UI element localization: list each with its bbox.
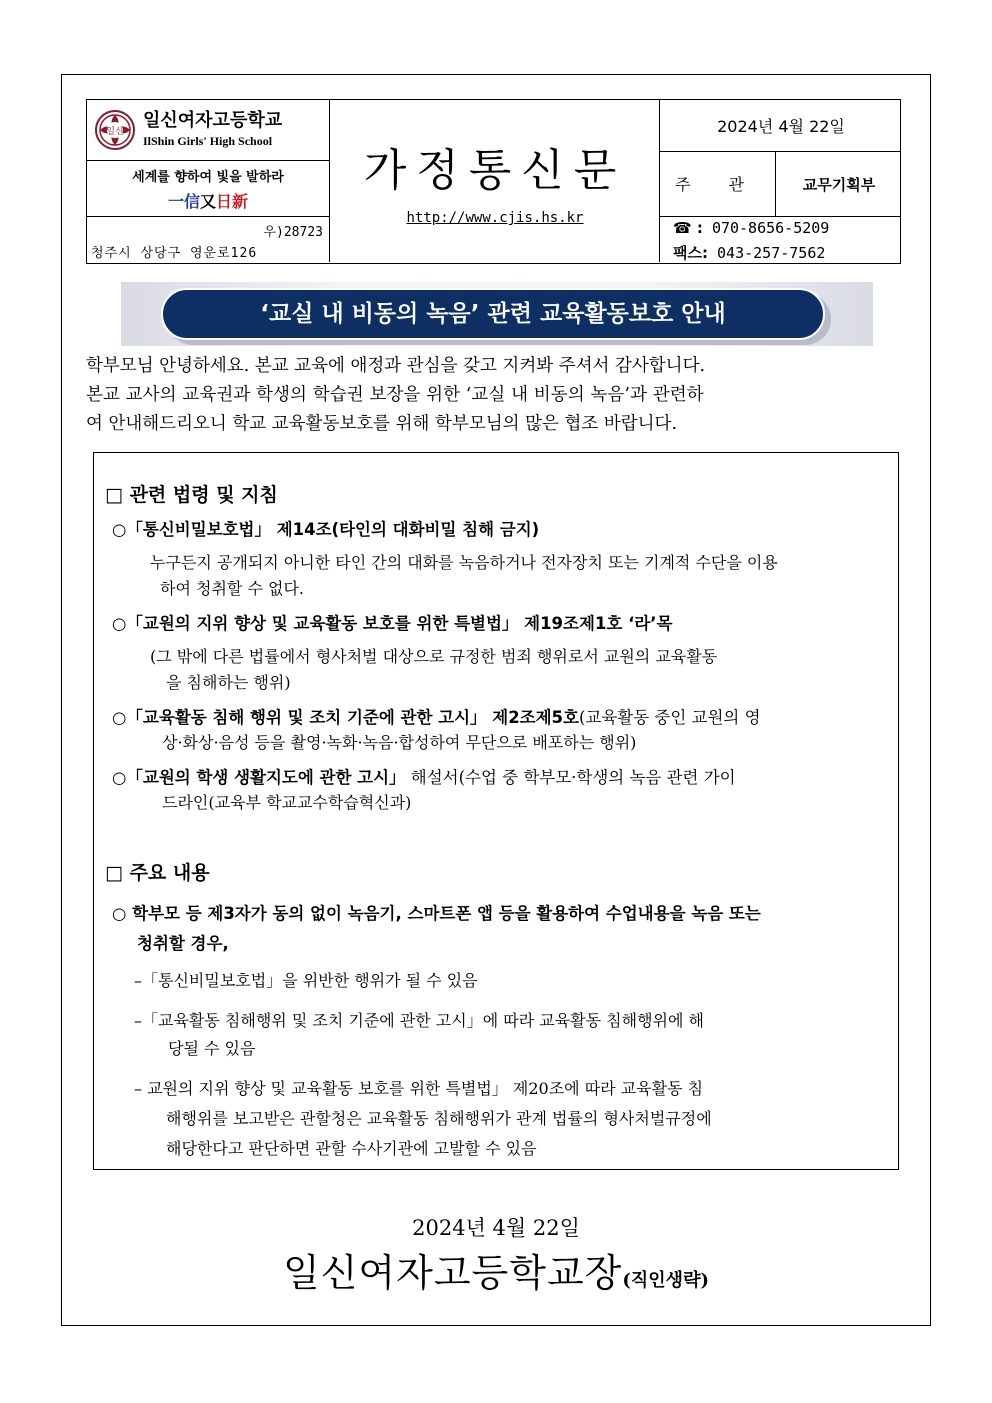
bullet-item: – 교원의 지위 향상 및 교육활동 보호를 위한 특별법」 제20조에 따라 교육활동 침 — [134, 1079, 704, 1098]
law-item-desc: 상·화상·음성 등을 촬영·녹화·녹음·합성하여 무단으로 배포하는 행위) — [162, 733, 637, 752]
law-item-title: ○「통신비밀보호법」 제14조(타인의 대화비밀 침해 금지) — [112, 520, 540, 539]
section-heading: □ 관련 법령 및 지침 — [105, 484, 278, 506]
law-item-desc: 을 침해하는 행위) — [166, 673, 291, 692]
law-item-title: ○「교원의 학생 생활지도에 관한 고시」 해설서(수업 중 학부모·학생의 녹음 관련 가이 — [112, 768, 736, 787]
law-item-desc: 드라인(교육부 학교교수학습혁신과) — [162, 793, 412, 812]
bullet-item: 해당한다고 판단하면 관할 수사기관에 고발할 수 있음 — [166, 1139, 537, 1158]
school-name-en: IlShin Girls' High School — [143, 134, 273, 148]
intro-paragraph — [86, 352, 908, 439]
issue-date: 2024년 4월 22일 — [717, 117, 845, 136]
phone-number: ☎ : 070-8656-5209 — [673, 219, 830, 237]
law-item-desc: (그 밖에 다른 법률에서 형사처벌 대상으로 규정한 범죄 행위로서 교원의 교육활동 — [150, 647, 718, 666]
law-item-title: ○「교원의 지위 향상 및 교육활동 보호를 위한 특별법」 제19조제1호 ‘라’목 — [112, 614, 673, 633]
footer-date: 2024년 4월 22일 — [412, 1216, 580, 1240]
intro-line: 본교 교사의 교육권과 학생의 학습권 보장을 위한 ‘교실 내 비동의 녹음’과 관련하 — [86, 385, 704, 405]
school-url[interactable]: http://www.cjis.hs.kr — [406, 210, 584, 226]
law-item-title: ○「교육활동 침해 행위 및 조치 기준에 관한 고시」 제2조제5호(교육활동 중인 교원의 영 — [112, 708, 761, 727]
section-heading: □ 주요 내용 — [105, 862, 210, 884]
school-motto: 세계를 향하여 빛을 발하라 — [132, 170, 284, 185]
bullet-item: –「교육활동 침해행위 및 조치 기준에 관한 고시」에 따라 교육활동 침해행위에 해 — [134, 1011, 704, 1030]
host-label: 주관 — [675, 175, 782, 194]
school-address: 청주시 상당구 영운로126 — [91, 246, 258, 261]
intro-line: 학부모님 안녕하세요. 본교 교육에 애정과 관심을 갖고 지켜봐 주셔서 감사합니다. — [86, 356, 706, 376]
host-department: 교무기획부 — [802, 176, 876, 194]
law-item-desc: 하여 청취할 수 없다. — [160, 579, 304, 598]
bullet-item: –「통신비밀보호법」을 위반한 행위가 될 수 있음 — [134, 971, 478, 990]
school-motto-hanja: 一信又日新 — [167, 192, 249, 211]
main-content-item: ○ 학부모 등 제3자가 동의 없이 녹음기, 스마트폰 앱 등을 활용하여 수업내용을 녹음 또는 — [112, 904, 761, 923]
intro-line: 여 안내해드리오니 학교 교육활동보호를 위해 학부모님의 많은 협조 바랍니다. — [86, 414, 678, 434]
svg-text:일신: 일신 — [106, 127, 124, 137]
footer-signer: 일신여자고등학교장(직인생략) — [283, 1251, 709, 1295]
postal-code: 우)28723 — [263, 225, 323, 240]
school-name-kr: 일신여자고등학교 — [143, 110, 283, 131]
bullet-item: 당될 수 있음 — [168, 1039, 256, 1058]
school-emblem-icon — [95, 110, 135, 150]
document-title: 가정통신문 — [363, 145, 627, 196]
bullet-item: 해행위를 보고받은 관할청은 교육활동 침해행위가 관계 법률의 형사처벌규정에 — [166, 1109, 712, 1128]
law-item-desc: 누구든지 공개되지 아니한 타인 간의 대화를 녹음하거나 전자장치 또는 기계적 수단을 이용 — [150, 553, 778, 572]
fax-number: 팩스: 043-257-7562 — [673, 244, 826, 262]
main-content-item: 청취할 경우, — [137, 934, 229, 953]
notice-banner-title: ‘교실 내 비동의 녹음’ 관련 교육활동보호 안내 — [161, 288, 825, 340]
letter-header — [86, 99, 901, 264]
